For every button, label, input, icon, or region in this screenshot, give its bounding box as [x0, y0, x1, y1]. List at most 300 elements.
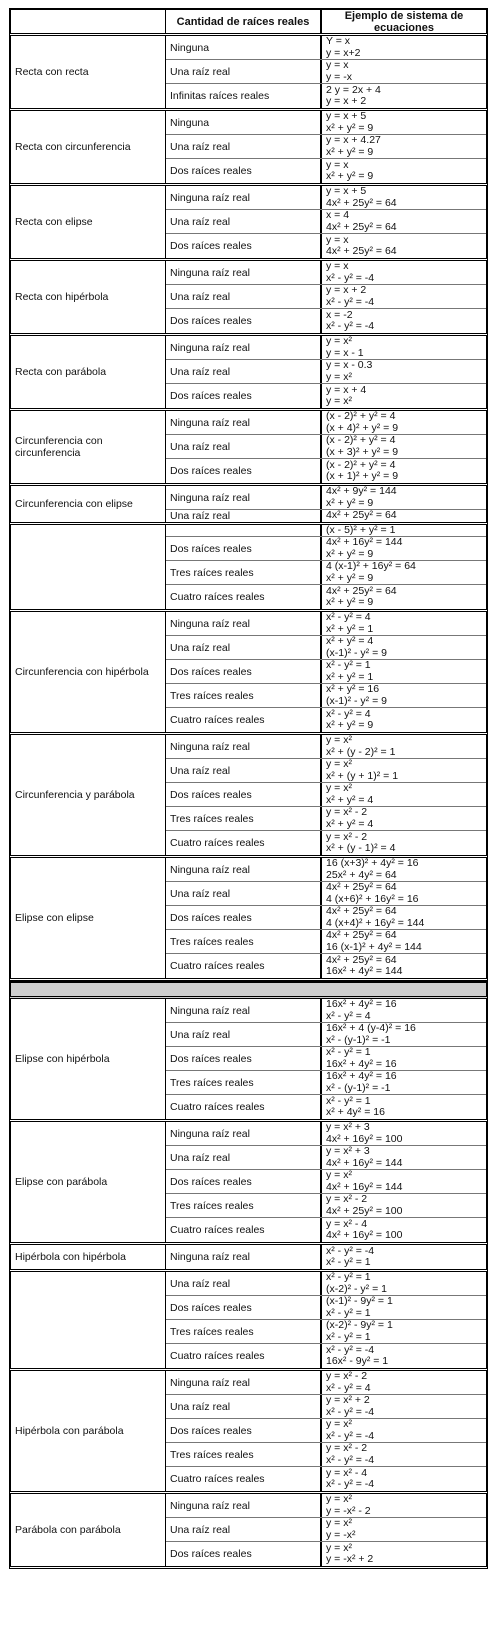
table-row	[166, 360, 486, 384]
roots-count-cell: Cuatro raíces reales	[166, 1218, 322, 1242]
equation-line: 4x² + 16y² = 144	[326, 1180, 403, 1193]
table-row	[166, 1443, 486, 1467]
table-row	[166, 510, 486, 522]
roots-count-cell: Una raíz real	[166, 210, 322, 233]
table-row	[166, 999, 486, 1023]
table-group	[9, 36, 488, 111]
roots-count-cell: Cuatro raíces reales	[166, 1467, 322, 1491]
equation-line: y = x	[326, 234, 349, 246]
table-row	[166, 807, 486, 831]
roots-count-cell: Ninguna raíz real	[166, 1371, 322, 1394]
equation-line: x² + y² = 9	[326, 596, 374, 608]
table-row	[166, 1023, 486, 1047]
equation-line: y = x²	[326, 1170, 352, 1181]
equation-line: x² - y² = 1	[326, 1256, 371, 1268]
equation-line: x² - y² = -4	[326, 1453, 375, 1466]
group-name: Hipérbola con parábola	[11, 1371, 166, 1491]
table-group	[9, 999, 488, 1122]
group-name: Recta con hipérbola	[11, 261, 166, 333]
equation-line: x² - y² = 1	[326, 1095, 371, 1107]
roots-count-cell: Una raíz real	[166, 759, 322, 782]
equation-line: y = x²	[326, 783, 352, 794]
equation-line: x² - y² = 1	[326, 1272, 371, 1283]
roots-count-cell: Tres raíces reales	[166, 1443, 322, 1466]
roots-count-cell: Ninguna	[166, 111, 322, 134]
equation-example-cell	[322, 1023, 486, 1046]
equation-line: 16 (x+3)² + 4y² = 16	[326, 858, 419, 869]
equation-line: x² + y² = 9	[326, 121, 374, 134]
table-group	[9, 735, 488, 858]
equation-line: y = -x²	[326, 1528, 356, 1541]
roots-count-cell: Ninguna raíz real	[166, 858, 322, 881]
equation-example-cell	[322, 906, 486, 929]
equation-line: y = -x	[326, 70, 352, 83]
equation-line: y = x²	[326, 1518, 352, 1529]
equation-line: 4x² + 25y² = 64	[326, 906, 397, 917]
equation-line: y = x²	[326, 1494, 352, 1505]
equation-example-cell	[322, 1518, 486, 1541]
table-row	[166, 1419, 486, 1443]
roots-count-cell: Ninguna raíz real	[166, 411, 322, 434]
equation-example-cell	[322, 612, 486, 635]
roots-count-cell: Una raíz real	[166, 1023, 322, 1046]
equation-example-cell	[322, 636, 486, 659]
table-row	[166, 882, 486, 906]
equation-example-cell	[322, 60, 486, 83]
roots-count-cell: Dos raíces reales	[166, 1419, 322, 1442]
header-col-3: Ejemplo de sistema de ecuaciones	[344, 9, 464, 34]
equation-line: 4 (x+4)² + 16y² = 144	[326, 916, 425, 929]
equation-line: y = x	[326, 159, 349, 171]
table-row	[166, 135, 486, 159]
equation-example-cell	[322, 525, 486, 536]
equation-line: 16x² + 4y² = 16	[326, 1071, 397, 1082]
roots-count-cell: Una raíz real	[166, 1272, 322, 1295]
equation-example-cell	[322, 858, 486, 881]
equation-line: y = x + 4	[326, 384, 367, 396]
equation-example-cell	[322, 930, 486, 953]
roots-count-cell: Una raíz real	[166, 60, 322, 83]
equation-line: x² - (y-1)² = -1	[326, 1081, 391, 1094]
table-row	[166, 585, 486, 609]
group-name: Parábola con parábola	[11, 1494, 166, 1566]
table-row	[166, 954, 486, 978]
roots-count-cell: Dos raíces reales	[166, 1170, 322, 1193]
roots-count-cell: Tres raíces reales	[166, 807, 322, 830]
roots-count-cell: Ninguna raíz real	[166, 486, 322, 509]
table-row	[166, 186, 486, 210]
equation-line: y = x + 5	[326, 111, 367, 122]
equation-line: (x + 4)² + y² = 9	[326, 421, 399, 434]
equation-example-cell	[322, 285, 486, 308]
equation-example-cell	[322, 159, 486, 183]
equation-line: y = x + 4.27	[326, 135, 381, 146]
equation-example-cell	[322, 1272, 486, 1295]
equation-line: 4x² + 16y² = 100	[326, 1132, 403, 1145]
equation-line: y = x² + 3	[326, 1146, 370, 1157]
equation-example-cell	[322, 186, 486, 209]
table-row	[166, 1518, 486, 1542]
roots-count-cell: Tres raíces reales	[166, 930, 322, 953]
table-row	[166, 1371, 486, 1395]
equation-line: 4x² + 25y² = 100	[326, 1204, 403, 1217]
table-row	[166, 1095, 486, 1119]
equation-example-cell	[322, 660, 486, 683]
roots-count-cell: Dos raíces reales	[166, 159, 322, 183]
equation-example-cell	[322, 1344, 486, 1368]
equation-line: x² - y² = -4	[326, 1429, 375, 1442]
equation-line: (x-1)² - y² = 9	[326, 646, 387, 659]
roots-count-cell: Cuatro raíces reales	[166, 954, 322, 978]
group-name	[11, 1272, 166, 1368]
table-row	[166, 1344, 486, 1368]
roots-count-cell: Tres raíces reales	[166, 561, 322, 584]
roots-count-cell: Ninguna raíz real	[166, 735, 322, 758]
roots-count-cell: Una raíz real	[166, 636, 322, 659]
equation-line: x² - y² = 4	[326, 1009, 371, 1022]
header-col-2: Cantidad de raíces reales	[166, 10, 322, 33]
table-row	[166, 459, 486, 483]
table-group	[9, 1494, 488, 1569]
equation-line: y = x	[326, 261, 349, 272]
equation-line: x² - y² = 1	[326, 1306, 371, 1319]
equation-example-cell	[322, 807, 486, 830]
equation-line: y = x² - 2	[326, 1194, 368, 1205]
table-row	[166, 1494, 486, 1518]
equation-example-cell	[322, 708, 486, 732]
equation-line: 4x² + 9y² = 144	[326, 486, 397, 497]
equation-example-cell	[322, 1443, 486, 1466]
equation-example-cell	[322, 999, 486, 1022]
table-row	[166, 384, 486, 408]
equation-line: x = -2	[326, 309, 353, 321]
equation-line: y = x²	[326, 395, 352, 407]
equation-example-cell	[322, 882, 486, 905]
equation-example-cell	[322, 1095, 486, 1119]
equation-systems-table	[9, 8, 488, 1569]
equation-example-cell	[322, 1170, 486, 1193]
table-row	[166, 906, 486, 930]
table-row	[166, 261, 486, 285]
equation-line: y = x + 5	[326, 186, 367, 197]
table-row	[166, 486, 486, 510]
table-row	[166, 858, 486, 882]
table-group	[9, 186, 488, 261]
equation-line: (x-1)² - y² = 9	[326, 694, 387, 707]
equation-line: y = x² + 2	[326, 1395, 370, 1406]
roots-count-cell: Tres raíces reales	[166, 1071, 322, 1094]
equation-line: (x - 2)² + y² = 4	[326, 435, 396, 446]
equation-line: y = x+2	[326, 46, 361, 59]
table-group	[9, 261, 488, 336]
table-header	[9, 8, 488, 36]
equation-line: x² + y² = 4	[326, 793, 374, 806]
equation-example-cell	[322, 360, 486, 383]
equation-line: 16x² - 9y² = 1	[326, 1355, 389, 1367]
table-row	[166, 411, 486, 435]
roots-count-cell: Una raíz real	[166, 435, 322, 458]
roots-count-cell: Una raíz real	[166, 360, 322, 383]
equation-line: y = x² - 2	[326, 1371, 368, 1382]
equation-example-cell	[322, 261, 486, 284]
equation-example-cell	[322, 384, 486, 408]
equation-line: x² - y² = 4	[326, 708, 371, 720]
equation-line: Y = x	[326, 36, 351, 47]
table-row	[166, 537, 486, 561]
equation-example-cell	[322, 1419, 486, 1442]
equation-line: (x - 2)² + y² = 4	[326, 411, 396, 422]
equation-line: 16x² + 4y² = 144	[326, 965, 403, 977]
equation-line: y = x²	[326, 370, 352, 383]
roots-count-cell: Dos raíces reales	[166, 1296, 322, 1319]
group-name: Circunferencia con hipérbola	[11, 612, 166, 732]
roots-count-cell: Cuatro raíces reales	[166, 1344, 322, 1368]
group-name	[11, 525, 166, 609]
equation-example-cell	[322, 336, 486, 359]
equation-line: x² + y² = 9	[326, 145, 374, 158]
equation-line: x = 4	[326, 210, 350, 221]
equation-line: y = x²	[326, 759, 352, 770]
equation-line: y = x² - 2	[326, 807, 368, 818]
header-col-1	[11, 10, 166, 33]
roots-count-cell: Cuatro raíces reales	[166, 831, 322, 855]
equation-example-cell	[322, 510, 486, 522]
equation-line: x² + (y + 1)² = 1	[326, 769, 399, 782]
equation-example-cell	[322, 684, 486, 707]
table-group	[9, 1371, 488, 1494]
equation-example-cell	[322, 1146, 486, 1169]
equation-line: y = x² + 3	[326, 1122, 370, 1133]
table-row	[166, 1194, 486, 1218]
roots-count-cell: Dos raíces reales	[166, 783, 322, 806]
table-row	[166, 111, 486, 135]
equation-example-cell	[322, 1320, 486, 1343]
equation-example-cell	[322, 84, 486, 108]
equation-line: x² + (y - 1)² = 4	[326, 842, 396, 854]
equation-example-cell	[322, 459, 486, 483]
equation-line: (x-2)² - 9y² = 1	[326, 1320, 393, 1331]
table-row	[166, 708, 486, 732]
roots-count-cell: Ninguna raíz real	[166, 999, 322, 1022]
equation-line: 16x² + 4 (y-4)² = 16	[326, 1023, 416, 1034]
equation-example-cell	[322, 135, 486, 158]
equation-line: 16 (x-1)² + 4y² = 144	[326, 940, 422, 953]
roots-count-cell: Ninguna raíz real	[166, 1122, 322, 1145]
equation-example-cell	[322, 309, 486, 333]
roots-count-cell: Una raíz real	[166, 135, 322, 158]
roots-count-cell	[166, 525, 322, 536]
table-group	[9, 1272, 488, 1371]
roots-count-cell: Ninguna	[166, 36, 322, 59]
equation-example-cell	[322, 537, 486, 560]
equation-line: x² + y² = 4	[326, 817, 374, 830]
roots-count-cell: Una raíz real	[166, 1146, 322, 1169]
table-group	[9, 525, 488, 612]
table-group	[9, 1122, 488, 1245]
group-name: Circunferencia con elipse	[11, 486, 166, 522]
equation-line: y = x - 1	[326, 346, 364, 359]
roots-count-cell: Ninguna raíz real	[166, 1494, 322, 1517]
equation-line: 4x² + 25y² = 64	[326, 954, 397, 966]
table-row	[166, 735, 486, 759]
equation-line: x² - y² = 1	[326, 660, 371, 671]
equation-line: 4x² + 25y² = 64	[326, 930, 397, 941]
equation-line: 16x² + 4y² = 16	[326, 1057, 397, 1070]
equation-line: x² - y² = -4	[326, 271, 375, 284]
equation-line: 4x² + 25y² = 64	[326, 585, 397, 597]
equation-line: x² - y² = 4	[326, 1381, 371, 1394]
table-row	[166, 561, 486, 585]
equation-line: x² - (y-1)² = -1	[326, 1033, 391, 1046]
table-group	[9, 858, 488, 981]
equation-example-cell	[322, 234, 486, 258]
group-name: Recta con parábola	[11, 336, 166, 408]
table-group	[9, 411, 488, 486]
equation-example-cell	[322, 210, 486, 233]
roots-count-cell: Una raíz real	[166, 882, 322, 905]
roots-count-cell: Una raíz real	[166, 1395, 322, 1418]
equation-line: x² - y² = 1	[326, 1330, 371, 1343]
equation-line: 4x² + 25y² = 64	[326, 882, 397, 893]
equation-line: 25x² + 4y² = 64	[326, 868, 397, 881]
equation-example-cell	[322, 1467, 486, 1491]
equation-example-cell	[322, 435, 486, 458]
equation-example-cell	[322, 1218, 486, 1242]
table-row	[166, 1320, 486, 1344]
equation-line: x² - y² = -4	[326, 1405, 375, 1418]
table-row	[166, 1047, 486, 1071]
equation-line: (x + 3)² + y² = 9	[326, 445, 399, 458]
roots-count-cell: Tres raíces reales	[166, 684, 322, 707]
roots-count-cell: Ninguna raíz real	[166, 261, 322, 284]
table-row	[166, 612, 486, 636]
equation-line: y = x²	[326, 1542, 352, 1554]
group-name: Hipérbola con hipérbola	[11, 1245, 166, 1269]
equation-line: 4x² + 25y² = 64	[326, 510, 397, 522]
group-name: Recta con circunferencia	[11, 111, 166, 183]
roots-count-cell: Ninguna raíz real	[166, 1245, 322, 1269]
equation-example-cell	[322, 759, 486, 782]
table-row	[166, 84, 486, 108]
equation-line: y = x²	[326, 336, 352, 347]
equation-line: x² + (y - 2)² = 1	[326, 745, 396, 758]
equation-line: (x-2)² - y² = 1	[326, 1282, 387, 1295]
equation-line: x² - y² = -4	[326, 1478, 375, 1490]
equation-line: x² + y² = 9	[326, 571, 374, 584]
equation-line: 16x² + 4y² = 16	[326, 999, 397, 1010]
equation-example-cell	[322, 1071, 486, 1094]
equation-example-cell	[322, 783, 486, 806]
table-row	[166, 1218, 486, 1242]
equation-example-cell	[322, 831, 486, 855]
equation-line: x² + 4y² = 16	[326, 1106, 385, 1118]
equation-line: 4 (x-1)² + 16y² = 64	[326, 561, 416, 572]
table-row	[166, 759, 486, 783]
table-row	[166, 1272, 486, 1296]
table-row	[166, 36, 486, 60]
roots-count-cell: Dos raíces reales	[166, 234, 322, 258]
table-separator-row	[9, 981, 488, 999]
equation-line: x² + y² = 9	[326, 170, 374, 182]
table-row	[166, 1170, 486, 1194]
equation-line: 4x² + 25y² = 64	[326, 196, 397, 209]
equation-line: 4x² + 16y² = 100	[326, 1229, 403, 1241]
equation-line: x² - y² = 1	[326, 1047, 371, 1058]
table-group	[9, 612, 488, 735]
table-group	[9, 486, 488, 525]
equation-example-cell	[322, 1395, 486, 1418]
equation-line: x² - y² = -4	[326, 295, 375, 308]
table-row	[166, 210, 486, 234]
equation-example-cell	[322, 1047, 486, 1070]
equation-example-cell	[322, 486, 486, 509]
table-group	[9, 1245, 488, 1272]
equation-example-cell	[322, 735, 486, 758]
table-row	[166, 783, 486, 807]
roots-count-cell: Dos raíces reales	[166, 384, 322, 408]
group-name: Circunferencia con circunferencia	[11, 411, 166, 483]
group-name: Recta con recta	[11, 36, 166, 108]
equation-line: 4x² + 25y² = 64	[326, 220, 397, 233]
group-name: Recta con elipse	[11, 186, 166, 258]
table-row	[166, 234, 486, 258]
table-row	[166, 1296, 486, 1320]
equation-example-cell	[322, 1542, 486, 1566]
roots-count-cell: Cuatro raíces reales	[166, 708, 322, 732]
equation-line: y = x - 0.3	[326, 360, 373, 371]
table-row	[166, 525, 486, 537]
table-row	[166, 1542, 486, 1566]
group-name: Elipse con parábola	[11, 1122, 166, 1242]
equation-line: y = x² - 4	[326, 1218, 368, 1230]
roots-count-cell: Tres raíces reales	[166, 1320, 322, 1343]
equation-example-cell	[322, 585, 486, 609]
table-group	[9, 336, 488, 411]
group-name: Circunferencia y parábola	[11, 735, 166, 855]
equation-example-cell	[322, 111, 486, 134]
equation-line: 4 (x+6)² + 16y² = 16	[326, 892, 419, 905]
group-name: Elipse con elipse	[11, 858, 166, 978]
equation-line: y = x² - 2	[326, 1443, 368, 1454]
table-row	[166, 636, 486, 660]
table-row	[166, 1146, 486, 1170]
table-row	[166, 684, 486, 708]
equation-example-cell	[322, 954, 486, 978]
equation-example-cell	[322, 1194, 486, 1217]
equation-line: y = x²	[326, 735, 352, 746]
roots-count-cell: Tres raíces reales	[166, 1194, 322, 1217]
equation-example-cell	[322, 561, 486, 584]
equation-example-cell	[322, 1371, 486, 1394]
equation-line: y = -x² + 2	[326, 1553, 374, 1565]
roots-count-cell: Dos raíces reales	[166, 1047, 322, 1070]
table-row	[166, 1467, 486, 1491]
roots-count-cell: Infinitas raíces reales	[166, 84, 322, 108]
roots-count-cell: Dos raíces reales	[166, 660, 322, 683]
equation-line: x² + y² = 9	[326, 496, 374, 509]
table-row	[166, 831, 486, 855]
roots-count-cell: Dos raíces reales	[166, 906, 322, 929]
equation-line: (x + 1)² + y² = 9	[326, 470, 399, 482]
table-row	[166, 159, 486, 183]
roots-count-cell: Dos raíces reales	[166, 459, 322, 483]
equation-line: y = x + 2	[326, 285, 367, 296]
equation-line: 4x² + 16y² = 144	[326, 537, 403, 548]
equation-example-cell	[322, 1494, 486, 1517]
group-name: Elipse con hipérbola	[11, 999, 166, 1119]
equation-line: x² + y² = 16	[326, 684, 380, 695]
roots-count-cell: Una raíz real	[166, 510, 322, 522]
